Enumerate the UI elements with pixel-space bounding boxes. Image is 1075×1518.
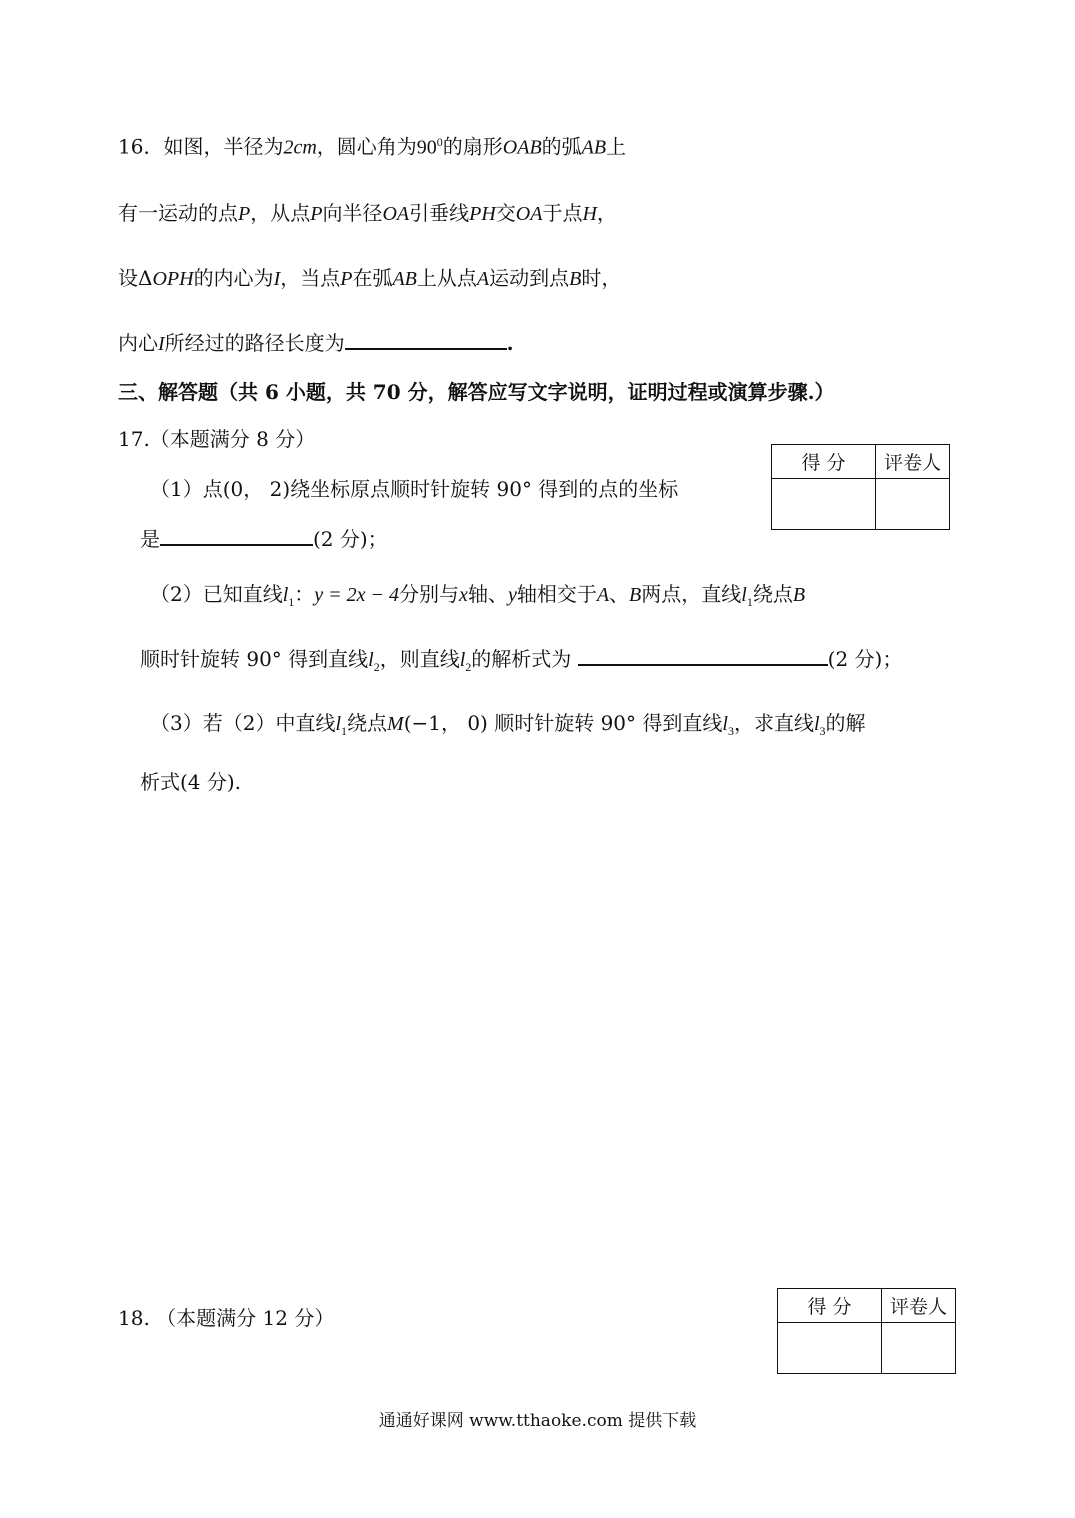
q17-part3-line2: 析式(4 分). bbox=[140, 770, 242, 794]
grader-cell[interactable] bbox=[876, 479, 950, 530]
math: 3 bbox=[727, 724, 734, 738]
math: 90 bbox=[416, 136, 437, 159]
text: (2 分)； bbox=[313, 527, 388, 551]
math: y bbox=[507, 584, 517, 606]
text: 轴相交于 bbox=[516, 582, 597, 606]
score-label: 得 分 bbox=[778, 1289, 882, 1323]
text: 绕点 bbox=[347, 711, 388, 735]
text: 于点 bbox=[542, 201, 583, 225]
q16-line-1 bbox=[118, 128, 626, 162]
math: OAB bbox=[502, 136, 542, 159]
q17-part2-line1 bbox=[150, 580, 805, 616]
math: B bbox=[569, 268, 582, 290]
math: 1 bbox=[746, 595, 753, 609]
math: M bbox=[387, 713, 404, 735]
page-footer: 通通好课网 www.tthaoke.com 提供下载 bbox=[378, 1411, 697, 1431]
text: 的内心为 bbox=[193, 266, 274, 290]
text: 顺时针旋转 90° 得到直线 bbox=[140, 647, 369, 671]
q16-line-2 bbox=[118, 199, 617, 228]
text: 绕点 bbox=[752, 582, 793, 606]
text: 的扇形 bbox=[442, 134, 503, 159]
math: 2 bbox=[465, 660, 472, 674]
text: ，圆心角为 bbox=[316, 134, 417, 159]
text: 运动到点 bbox=[489, 266, 570, 290]
text: 分别与 bbox=[399, 582, 460, 606]
text: 时， bbox=[581, 266, 622, 290]
text: 所经过的路径长度为 bbox=[164, 331, 345, 355]
answer-blank-q16[interactable] bbox=[345, 328, 507, 350]
text: ， bbox=[596, 201, 617, 225]
math: B bbox=[629, 584, 642, 606]
math: I bbox=[158, 333, 165, 355]
math: P bbox=[310, 203, 323, 225]
math: l bbox=[813, 713, 820, 735]
math: H bbox=[582, 203, 597, 225]
text: ，当点 bbox=[280, 266, 341, 290]
text: 是 bbox=[140, 527, 160, 551]
math: A bbox=[596, 584, 610, 606]
math: OA bbox=[382, 203, 410, 225]
math: 2cm bbox=[283, 136, 317, 159]
math: 0 bbox=[436, 135, 443, 149]
score-label: 得 分 bbox=[772, 445, 876, 479]
math: y = 2x − 4 bbox=[314, 584, 400, 606]
q17-part1-line2 bbox=[140, 524, 388, 553]
math: AB bbox=[392, 268, 417, 290]
score-cell[interactable] bbox=[778, 1323, 882, 1374]
math: OPH bbox=[152, 268, 194, 290]
math: 3 bbox=[819, 724, 826, 738]
math: B bbox=[792, 584, 806, 606]
text: 交 bbox=[495, 201, 516, 225]
math: l bbox=[368, 649, 374, 671]
text: 、 bbox=[609, 582, 630, 606]
math: 1 bbox=[288, 595, 295, 609]
text: ，求直线 bbox=[733, 711, 814, 735]
math: I bbox=[273, 268, 281, 290]
text: 内心 bbox=[118, 331, 158, 355]
text: ，则直线 bbox=[379, 647, 460, 671]
text: 轴、 bbox=[467, 582, 508, 606]
text: 在弧 bbox=[352, 266, 393, 290]
text: 向半径 bbox=[322, 201, 383, 225]
q16-line-3 bbox=[118, 264, 621, 293]
text: 引垂线 bbox=[409, 201, 470, 225]
text: （3）若（2）中直线 bbox=[150, 711, 336, 735]
text: 如图，半径为 bbox=[163, 134, 284, 159]
text: （2）已知直线 bbox=[150, 582, 283, 606]
q16-number: 16． bbox=[118, 134, 164, 159]
q18-score-box bbox=[777, 1288, 956, 1374]
text: (−1， 0) 顺时针旋转 90° 得到直线 bbox=[403, 711, 723, 735]
q17-header: 17.（本题满分 8 分） bbox=[118, 427, 316, 451]
text: 设Δ bbox=[118, 266, 153, 290]
grader-label: 评卷人 bbox=[882, 1289, 956, 1323]
text: 的弧 bbox=[541, 134, 582, 159]
math: OA bbox=[515, 203, 543, 225]
math: l bbox=[722, 713, 728, 735]
grader-label: 评卷人 bbox=[876, 445, 950, 479]
math: l bbox=[459, 649, 466, 671]
q17-score-box bbox=[771, 444, 950, 530]
math: A bbox=[476, 268, 490, 290]
q16-line-4 bbox=[118, 328, 514, 358]
text: 两点，直线 bbox=[641, 582, 742, 606]
section-3-title: 三、解答题（共 6 小题，共 70 分，解答应写文字说明，证明过程或演算步骤.） bbox=[118, 380, 835, 404]
math: AB bbox=[581, 136, 607, 159]
math: l bbox=[335, 713, 342, 735]
text: 的解析式为 bbox=[471, 647, 572, 671]
math: 1 bbox=[341, 724, 348, 738]
math: PH bbox=[469, 203, 496, 225]
answer-blank-q17-1[interactable] bbox=[160, 524, 313, 546]
score-cell[interactable] bbox=[772, 479, 876, 530]
answer-blank-q17-2[interactable] bbox=[578, 644, 828, 666]
math: 2 bbox=[373, 660, 380, 674]
text: 上从点 bbox=[416, 266, 477, 290]
q17-part3-line1 bbox=[150, 709, 866, 745]
math: P bbox=[340, 268, 353, 290]
math: P bbox=[238, 203, 251, 225]
math: x bbox=[459, 584, 468, 606]
q17-part2-line2 bbox=[140, 644, 902, 681]
math: l bbox=[741, 584, 747, 606]
q18-header: 18. （本题满分 12 分） bbox=[118, 1306, 335, 1330]
q17-part1-line1: （1）点(0， 2)绕坐标原点顺时针旋转 90° 得到的点的坐标 bbox=[150, 477, 679, 501]
grader-cell[interactable] bbox=[882, 1323, 956, 1374]
text: ，从点 bbox=[250, 201, 311, 225]
text: 的解 bbox=[825, 711, 866, 735]
text: ： bbox=[294, 582, 315, 606]
text: 上 bbox=[606, 134, 627, 159]
math: l bbox=[282, 584, 289, 606]
text: (2 分)； bbox=[827, 647, 903, 671]
text: . bbox=[506, 331, 514, 355]
text: 有一运动的点 bbox=[118, 201, 238, 225]
